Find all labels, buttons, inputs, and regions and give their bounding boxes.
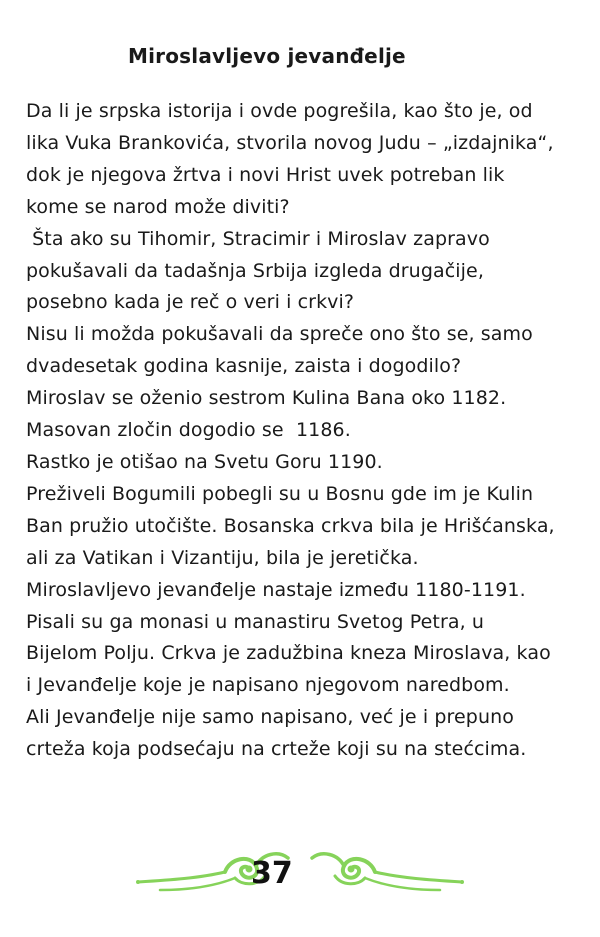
text-line: Ban pružio utočište. Bosanska crkva bila je Hrišćanska, <box>26 514 555 537</box>
text-line: Preživeli Bogumili pobegli su u Bosnu gde im je Kulin <box>26 482 534 505</box>
body-text <box>26 96 596 766</box>
text-line: dok je njegova žrtva i novi Hrist uvek potreban lik <box>26 163 505 186</box>
green-swirl-flourish-icon <box>130 840 470 910</box>
text-line: Da li je srpska istorija i ovde pogrešila, kao što je, od <box>26 100 533 122</box>
page-footer <box>0 840 600 910</box>
page-title: Miroslavljevo jevanđelje <box>128 44 406 68</box>
text-line: ali za Vatikan i Vizantiju, bila je jeretička. <box>26 546 419 569</box>
text-line: crteža koja podsećaju na crteže koji su na stećcima. <box>26 738 527 761</box>
text-line: Šta ako su Tihomir, Stracimir i Miroslav zapravo <box>26 227 490 250</box>
text-line: Rastko je otišao na Svetu Goru 1190. <box>26 450 383 473</box>
text-line: Ali Jevanđelje nije samo napisano, već je i prepuno <box>26 706 514 729</box>
text-line: Bijelom Polju. Crkva je zadužbina kneza Miroslava, kao <box>26 642 551 665</box>
text-line: lika Vuka Brankovića, stvorila novog Judu – „izdajnika“, <box>26 131 554 154</box>
text-line: Nisu li možda pokušavali da spreče ono što se, samo <box>26 323 533 346</box>
text-line: Miroslavljevo jevanđelje nastaje između 1180-1191. <box>26 578 526 601</box>
text-line: dvadesetak godina kasnije, zaista i dogodilo? <box>26 355 462 378</box>
text-line: Pisali su ga monasi u manastiru Svetog Petra, u <box>26 610 485 633</box>
text-line: kome se narod može diviti? <box>26 195 290 218</box>
text-line: Miroslav se oženio sestrom Kulina Bana oko 1182. <box>26 387 507 410</box>
text-line: i Jevanđelje koje je napisano njegovom naredbom. <box>26 674 510 697</box>
page-number: 37 <box>251 856 293 891</box>
text-line: Masovan zločin dogodio se 1186. <box>26 419 351 442</box>
text-line: posebno kada je reč o veri i crkvi? <box>26 291 355 314</box>
text-line: pokušavali da tadašnja Srbija izgleda drugačije, <box>26 259 484 282</box>
